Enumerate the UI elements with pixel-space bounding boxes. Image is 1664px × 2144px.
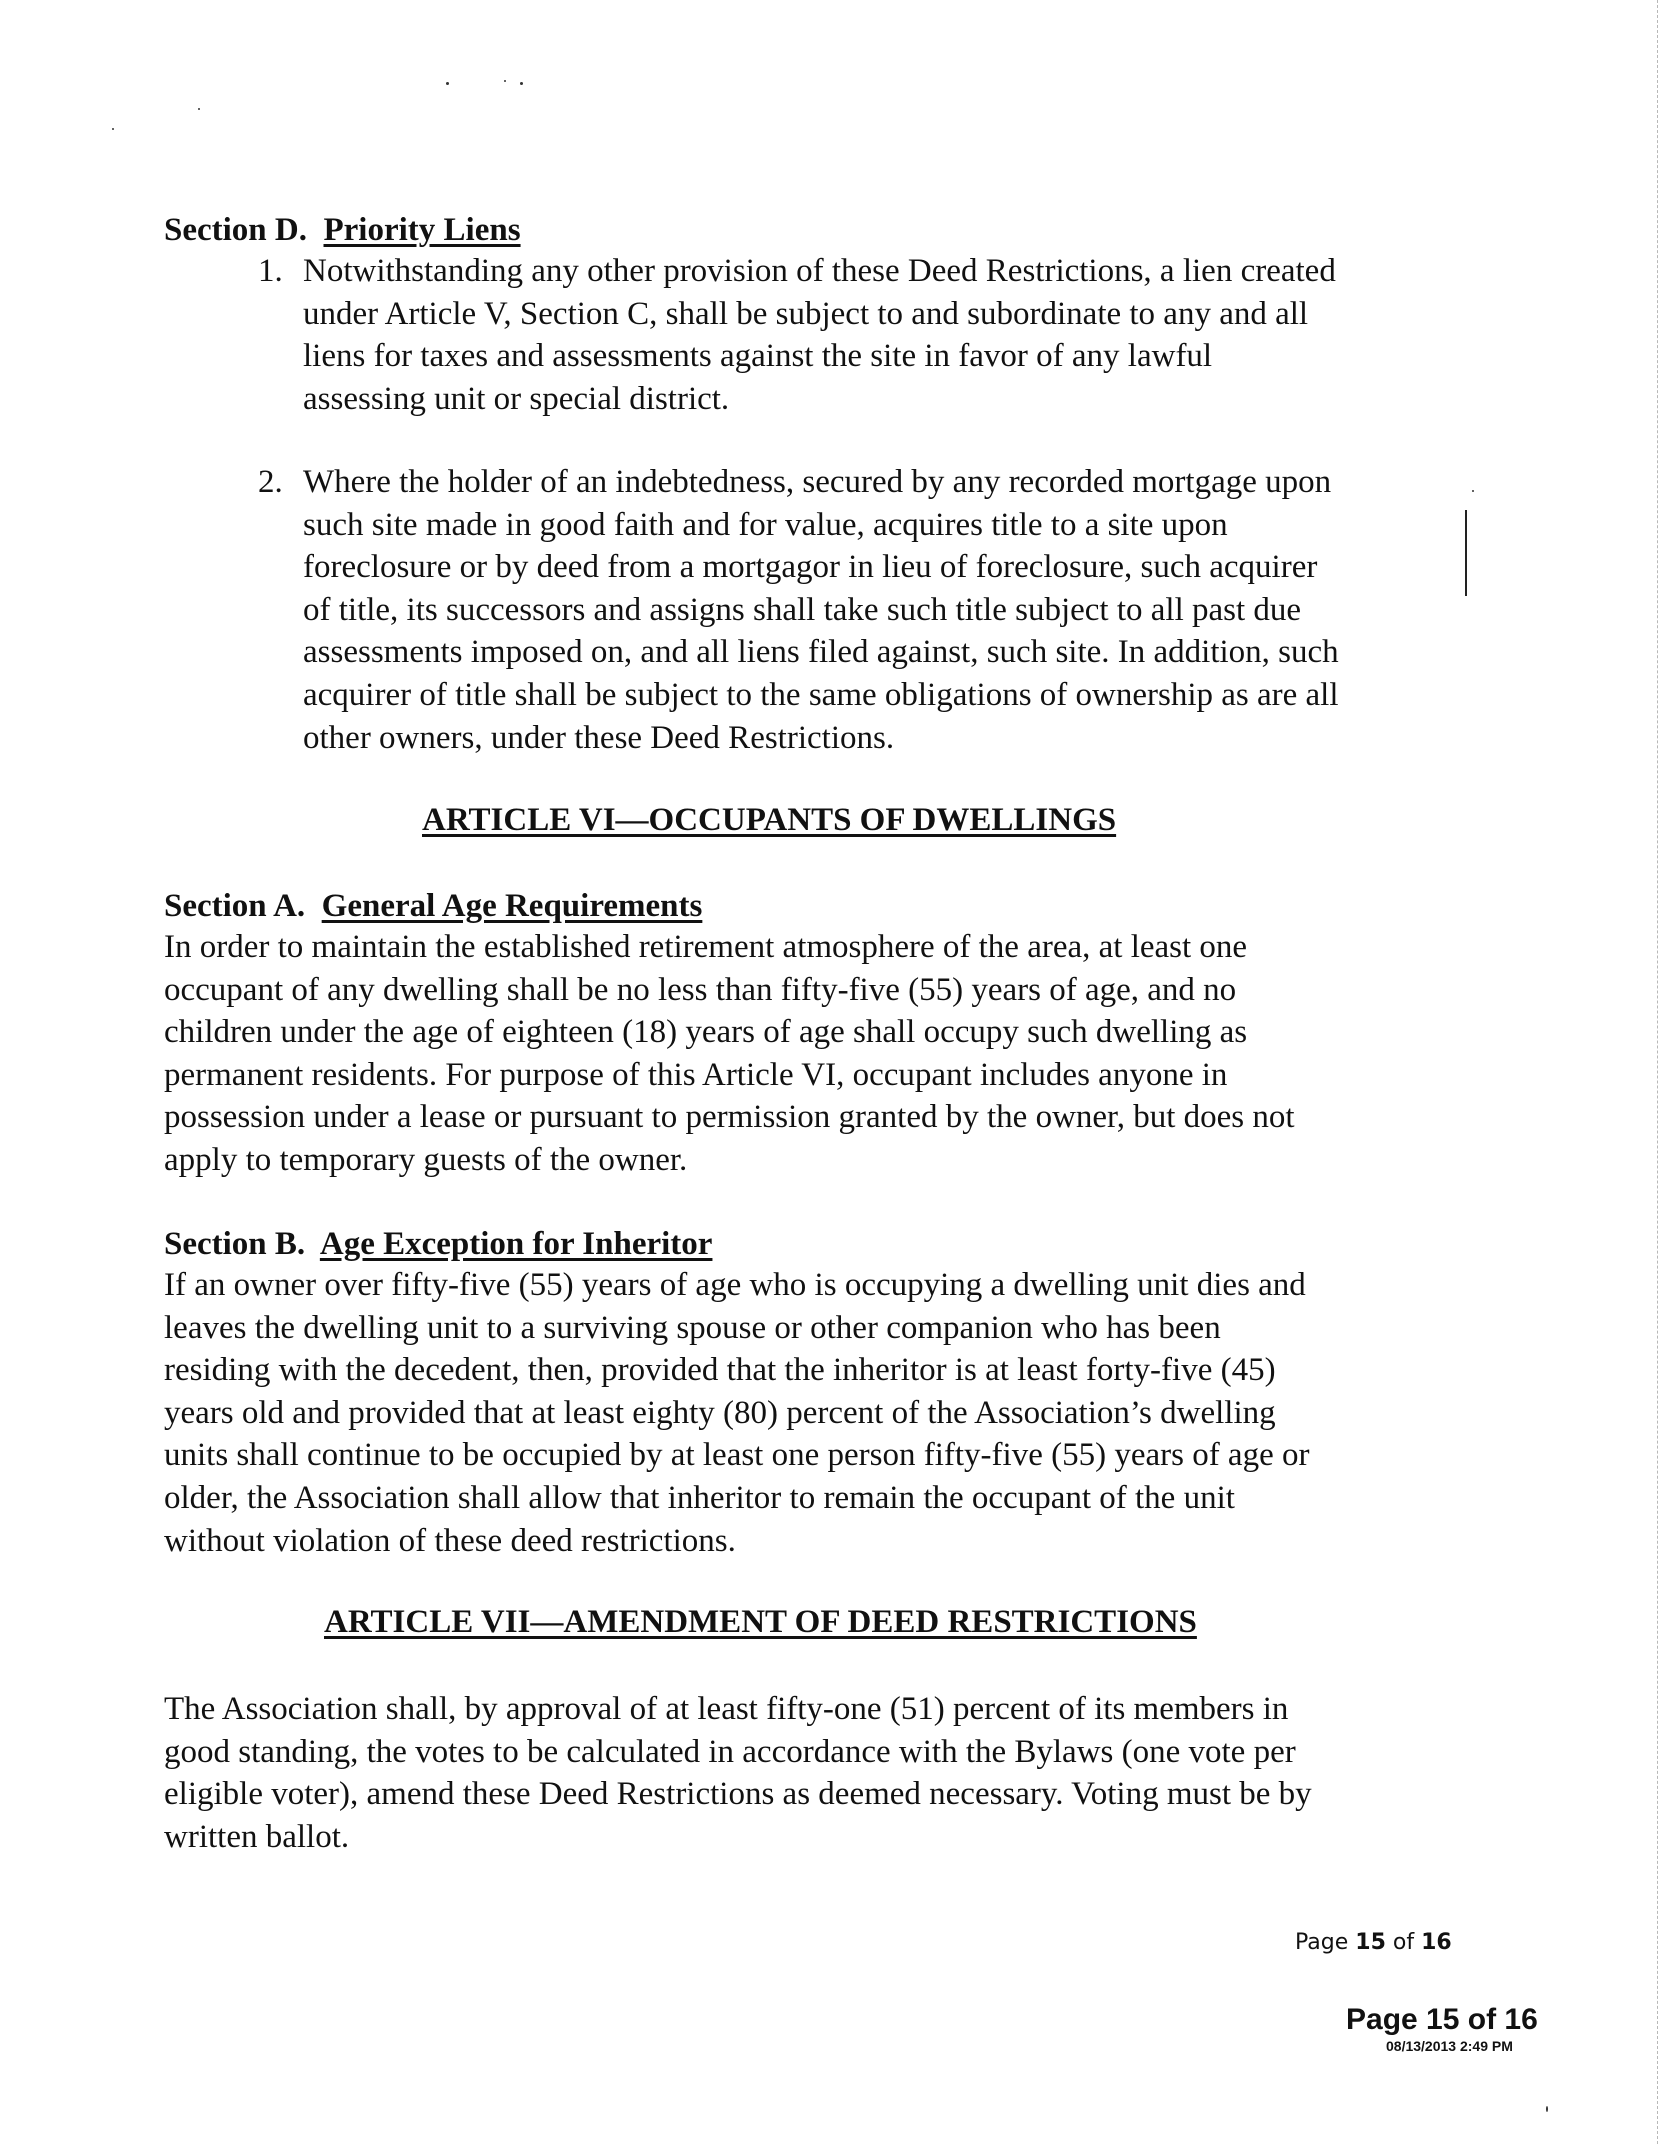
text-line: apply to temporary guests of the owner. (164, 1141, 688, 1178)
text-line: good standing, the votes to be calculated in accordance with the Bylaws (one vote per (164, 1733, 1296, 1770)
section-b-title: Age Exception for Inheritor (319, 1226, 713, 1262)
page-number-stamp: Page 15 of 16 (1346, 2003, 1538, 2036)
text-line: permanent residents. For purpose of this Article VI, occupant includes anyone in (164, 1056, 1228, 1093)
article-vii-body (164, 1688, 1312, 1858)
section-b-body (164, 1264, 1309, 1562)
scan-speck (520, 82, 523, 85)
text-line: residing with the decedent, then, provided that the inheritor is at least forty-five (45) (164, 1352, 1276, 1389)
list-item-text (303, 461, 1339, 759)
text-line: leaves the dwelling unit to a surviving spouse or other companion who has been (164, 1309, 1221, 1346)
text-line: eligible voter), amend these Deed Restrictions as deemed necessary. Voting must be by (164, 1776, 1312, 1813)
text-line: In order to maintain the established retirement atmosphere of the area, at least one (164, 929, 1248, 965)
section-b-label: Section B. (164, 1226, 306, 1262)
scan-speck (1472, 490, 1474, 492)
text-line: foreclosure or by deed from a mortgagor in lieu of foreclosure, such acquirer (303, 549, 1318, 586)
scan-speck (112, 128, 114, 130)
scan-speck (504, 80, 506, 82)
list-item-number: 1. (258, 253, 283, 289)
section-a-body (164, 926, 1295, 1182)
list-item-number: 2. (258, 464, 283, 500)
text-line: If an owner over fifty-five (55) years of age who is occupying a dwelling unit dies and (164, 1267, 1306, 1303)
section-d-label: Section D. (164, 212, 307, 248)
text-line: units shall continue to be occupied by at least one person fifty-five (55) years of age or (164, 1437, 1310, 1474)
article-vii-heading: ARTICLE VII—AMENDMENT OF DEED RESTRICTIONS (324, 1604, 1197, 1640)
scan-speck (1546, 2106, 1548, 2112)
text-line: children under the age of eighteen (18) years of age shall occupy such dwelling as (164, 1014, 1248, 1051)
page-number-footer (1295, 1930, 1452, 1955)
revision-bar (1465, 510, 1467, 596)
text-line: Where the holder of an indebtedness, secured by any recorded mortgage upon (303, 464, 1332, 500)
text-line: such site made in good faith and for value, acquires title to a site upon (303, 506, 1228, 543)
list-item-text (303, 250, 1336, 420)
scan-speck (198, 108, 200, 110)
print-timestamp: 08/13/2013 2:49 PM (1386, 2038, 1513, 2054)
section-a-label: Section A. (164, 888, 306, 924)
page-number-total: 16 (1421, 1930, 1452, 1955)
text-line: The Association shall, by approval of at least fifty-one (51) percent of its members in (164, 1691, 1289, 1727)
page-number-prefix: Page (1295, 1930, 1356, 1955)
text-line: assessing unit or special district. (303, 380, 730, 417)
text-line: liens for taxes and assessments against the site in favor of any lawful (303, 338, 1213, 375)
page-number-current: 15 (1355, 1930, 1386, 1955)
text-line: under Article V, Section C, shall be subject to and subordinate to any and all (303, 295, 1309, 332)
text-line: assessments imposed on, and all liens filed against, such site. In addition, such (303, 634, 1339, 671)
section-d-heading (164, 210, 521, 250)
section-d-title: Priority Liens (323, 212, 521, 248)
page-edge-line (1657, 0, 1658, 2144)
text-line: possession under a lease or pursuant to permission granted by the owner, but does not (164, 1099, 1295, 1136)
scan-speck (446, 82, 449, 85)
page-number-of: of (1385, 1930, 1422, 1955)
text-line: older, the Association shall allow that inheritor to remain the occupant of the unit (164, 1479, 1235, 1516)
text-line: years old and provided that at least eighty (80) percent of the Association’s dwelling (164, 1394, 1276, 1431)
text-line: other owners, under these Deed Restrictions. (303, 719, 895, 756)
text-line: of title, its successors and assigns shall take such title subject to all past due (303, 591, 1302, 628)
text-line: without violation of these deed restrictions. (164, 1522, 736, 1559)
text-line: acquirer of title shall be subject to the same obligations of ownership as are all (303, 676, 1339, 713)
text-line: occupant of any dwelling shall be no less than fifty-five (55) years of age, and no (164, 971, 1237, 1008)
text-line: Notwithstanding any other provision of these Deed Restrictions, a lien created (303, 253, 1336, 289)
section-a-title: General Age Requirements (321, 888, 703, 924)
text-line: written ballot. (164, 1818, 350, 1855)
section-b-heading (164, 1224, 712, 1264)
section-a-heading (164, 886, 702, 926)
article-vi-heading: ARTICLE VI—OCCUPANTS OF DWELLINGS (422, 802, 1117, 838)
